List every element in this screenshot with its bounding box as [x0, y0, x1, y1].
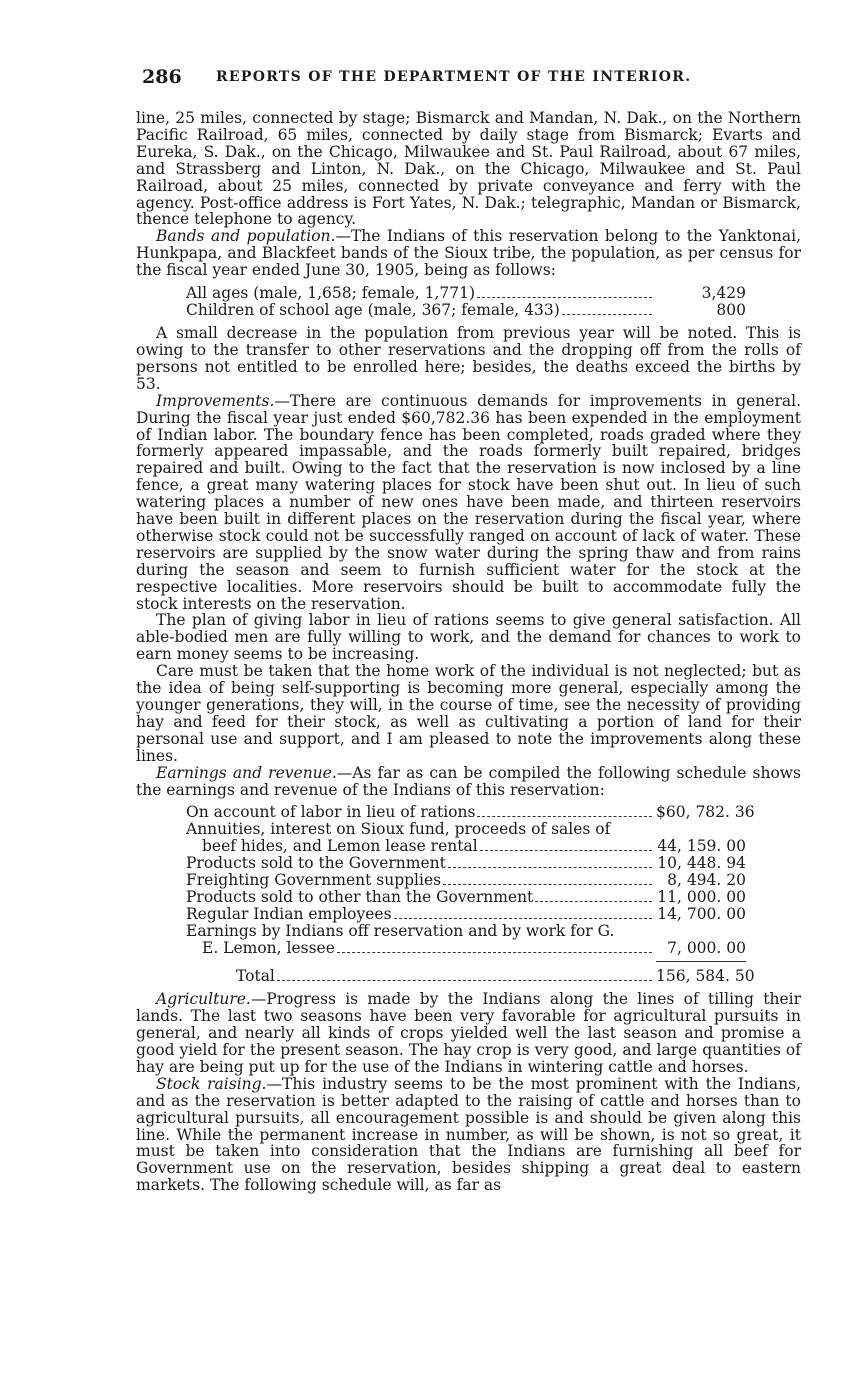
leader-dots — [337, 952, 652, 953]
paragraph-care: Care must be taken that the home work of the individual is not neglected; but as the idea of being self-supporting is becoming more general, especially among the younger generations, they will, in the course of time, see the necessity of providing hay and feed for their stock, as well as cultivating a portion of land for their personal use and support, and I am pleased to note the improvements along these lines. — [136, 662, 801, 765]
leader-dots — [448, 867, 652, 868]
earnings-heading: Earnings and revenue. — [156, 763, 337, 782]
earnings-text: —As far as can be compiled the following schedule shows the earnings and revenue of the Indians of this reservation: — [136, 763, 801, 799]
table-row — [186, 803, 755, 822]
table-row — [186, 923, 746, 940]
paragraph-agriculture — [136, 991, 801, 1076]
earnings-value: 11, 000. 00 — [657, 888, 746, 907]
earnings-value: $60, 782. 36 — [656, 803, 755, 822]
paragraph-travel: line, 25 miles, connected by stage; Bismarck and Mandan, N. Dak., on the Northern Pacific Railroad, 65 miles, connected by daily stage from Bismarck; Evarts and Eureka, S. Dak., on the Chicago, Milwaukee and St. Paul Railroad, about 67 miles, and Strassberg and Linton, N. Dak., on the Chicago, Milwaukee and St. Paul Railroad, about 25 miles, connected by private conveyance and ferry with the agency. Post-office address is Fort Yates, N. Dak.; telegraphic, Mandan or Bismarck, thence telephone to agency. — [136, 109, 801, 229]
earnings-label: Regular Indian employees — [186, 905, 392, 924]
table-row — [186, 940, 746, 957]
page-header — [142, 66, 802, 92]
table-row-total — [186, 967, 755, 986]
leader-dots — [394, 918, 652, 919]
leader-dots — [480, 850, 652, 851]
total-label: Total — [236, 967, 275, 986]
table-row — [186, 889, 746, 906]
earnings-label: Freighting Government supplies — [186, 871, 442, 890]
earnings-value: 44, 159. 00 — [657, 837, 746, 856]
earnings-label: E. Lemon, lessee — [202, 939, 335, 958]
paragraph-labor-plan: The plan of giving labor in lieu of rations seems to give general satisfaction. All able-bodied men are fully willing to work, and the demand for chances to work to earn money seems to be increasing. — [136, 611, 801, 664]
body-text — [136, 110, 801, 1194]
paragraph-stock-raising — [136, 1076, 801, 1194]
earnings-label: Products sold to other than the Government — [186, 888, 534, 907]
total-value: 156, 584. 50 — [656, 967, 755, 986]
table-row — [186, 906, 746, 923]
earnings-label: beef hides, and Lemon lease rental — [202, 837, 478, 856]
agriculture-text: —Progress is made by the Indians along the lines of tilling their lands. The last two seasons have been very favorable for agricultural pursuits in general, and nearly all kinds of crops yielded well the last season and promise a good yield for the present season. The hay crop is very good, and large quantities of hay are being put up for the use of the Indians in wintering cattle and horses. — [136, 990, 801, 1076]
earnings-value: 14, 700. 00 — [657, 905, 746, 924]
leader-dots — [477, 816, 652, 817]
population-label: Children of school age (male, 367; female, 433) — [186, 301, 560, 320]
paragraph-decrease: A small decrease in the population from previous year will be noted. This is owing to the transfer to other reservations and the dropping off from the rolls of persons not entitled to be enrolled here; besides, the deaths exceed the births by 53. — [136, 324, 801, 393]
paragraph-improvements — [136, 393, 801, 613]
leader-dots — [443, 884, 652, 885]
stock-text: —This industry seems to be the most prominent with the Indians, and as the reservation is better adapted to the raising of cattle and horses than to agricultural pursuits, all encouragement possible is and should be given along this line. While the permanent increase in number, as will be shown, is not so great, it must be taken into consideration that the Indians are furnishing all beef for Government use on the reservation, besides shipping a great deal to eastern markets. The following schedule will, as far as — [136, 1074, 801, 1195]
table-row — [186, 302, 746, 319]
page-number: 286 — [142, 66, 182, 88]
population-label: All ages (male, 1,658; female, 1,771) — [186, 284, 475, 303]
population-value: 800 — [716, 301, 746, 320]
improvements-heading: Improvements. — [156, 391, 275, 410]
earnings-label: Products sold to the Government — [186, 854, 446, 873]
improvements-text: —There are continuous demands for improvements in general. During the fiscal year just ended $60,782.36 has been expended in the employment of Indian labor. The boundary fence has been completed, roads graded where they formerly appeared impassable, and the roads formerly built repaired, bridges repaired and built. Owing to the fact that the reservation is now inclosed by a line fence, a great many watering places for stock have been shut out. In lieu of such watering places a number of new ones have been made, and thirteen reservoirs have been built in different places on the reservation during the fiscal year, where otherwise stock could not be successfully ranged on account of lack of water. These reservoirs are supplied by the snow water during the spring thaw and from rains during the season and seem to furnish sufficient water for the stock at the respective localities. More reservoirs should be built to accommodate fully the stock interests on the reservation. — [136, 391, 801, 613]
paragraph-bands — [136, 228, 801, 279]
population-value: 3,429 — [701, 284, 746, 303]
population-table — [186, 285, 746, 319]
running-head: REPORTS OF THE DEPARTMENT OF THE INTERIOR. — [216, 69, 692, 85]
leader-dots — [562, 314, 652, 315]
paragraph-earnings — [136, 765, 801, 799]
earnings-value: 10, 448. 94 — [657, 854, 746, 873]
earnings-label: On account of labor in lieu of rations — [186, 803, 476, 822]
bands-text: —The Indians of this reservation belong to the Yanktonai, Hunkpapa, and Blackfeet bands of the Sioux tribe, the population, as per census for the fiscal year ended June 30, 1905, being as follows: — [136, 227, 801, 280]
leader-dots — [277, 980, 652, 981]
earnings-label: Annuities, interest on Sioux fund, proceeds of sales of — [186, 820, 611, 839]
leader-dots — [535, 901, 652, 902]
table-row — [186, 285, 746, 302]
table-row — [186, 855, 746, 872]
stock-heading: Stock raising. — [156, 1074, 267, 1093]
table-row — [186, 872, 746, 889]
table-row — [186, 821, 746, 838]
earnings-table — [186, 803, 755, 986]
table-row — [186, 838, 746, 855]
earnings-value: 7, 000. 00 — [667, 939, 746, 958]
earnings-label: Earnings by Indians off reservation and by work for G. — [186, 922, 615, 941]
leader-dots — [477, 297, 652, 298]
earnings-value: 8, 494. 20 — [667, 871, 746, 890]
bands-heading: Bands and population. — [156, 227, 336, 246]
total-rule — [656, 961, 746, 962]
agriculture-heading: Agriculture. — [156, 990, 251, 1009]
